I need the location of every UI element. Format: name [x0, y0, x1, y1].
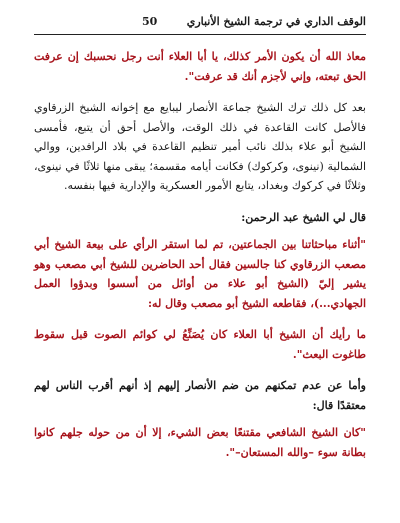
- page-number: 50: [142, 15, 158, 28]
- paragraph-quote-2: "أثناء مباحثاتنا بين الجماعتين، تم لما استقر الرأي على بيعة الشيخ أبي مصعب الزرقاوي كنا جالسين فقال أحد الحاضرين للشيخ أبي مصعب وهو يشير إليّ (الشيخ أبو علاء من أوائل من أسسوا وبدؤوا العمل الجهادي...)، فقاطعه الشيخ أبو مصعب وقال له:: [34, 238, 366, 310]
- paragraph-lead-2: وأما عن عدم تمكنهم من ضم الأنصار إليهم إذ أنهم أقرب الناس لهم معتقدًا قال:: [34, 379, 366, 412]
- book-title: الوقف الداري في ترجمة الشيخ الأنباري: [186, 15, 366, 28]
- paragraph-body-1: بعد كل ذلك ترك الشيخ جماعة الأنصار ليبايع مع إخوانه الشيخ الزرقاوي فالأصل كانت القاعدة في ذلك الوقت، والأصل أحق أن يتبع، فأمسى الشيخ أبو علاء بذلك نائب أمير تنظيم القاعدة في بلاد الرافدين، ووالي الشمالية (نينوى، وكركوك) فكانت أيامه مقسمة؛ يبقى منها ثلاثًا في نينوى، وثلاثًا في كركوك وبغداد، يتابع الأمور العسكرية والإدارية فيها بنفسه.: [34, 101, 366, 192]
- paragraph-quote-1: معاذ الله أن يكون الأمر كذلك، يا أبا العلاء أنت رجل نحسبك إن عرفت الحق تبعته، وإني لأجزم أنك قد عرفت".: [34, 50, 366, 83]
- paragraph-quote-4: "كان الشيخ الشافعي مقتنعًا بعض الشيء، إلا أن من حوله جلهم كانوا بطانة سوء –والله المستعان–".: [34, 426, 366, 459]
- page-header: [34, 12, 366, 35]
- paragraph-lead-1: قال لي الشيخ عبد الرحمن:: [241, 210, 366, 224]
- paragraph-quote-3: ما رأيك أن الشيخ أبا العلاء كان يُصَنِّعُ لي كوائم الصوت قبل سقوط طاغوت البعث".: [34, 328, 366, 361]
